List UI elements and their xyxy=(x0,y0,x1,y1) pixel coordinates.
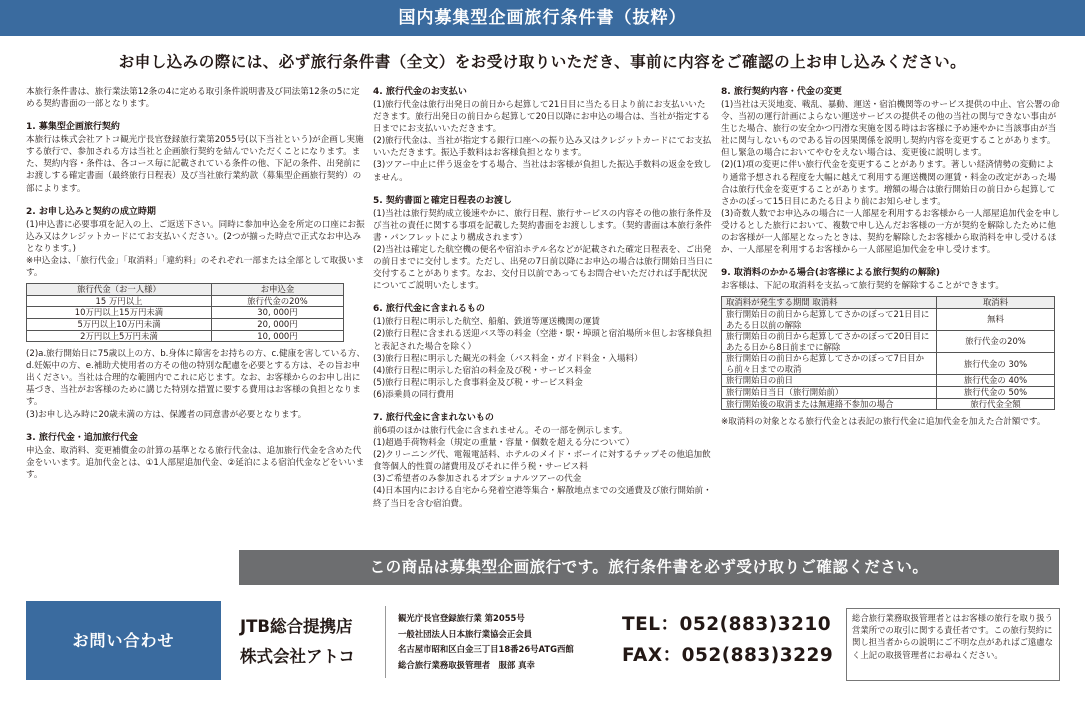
table-cell: 旅行代金の 30% xyxy=(937,353,1055,375)
section-excluded xyxy=(373,412,713,510)
section-title: 7. 旅行代金に含まれないもの xyxy=(373,412,494,423)
table-row xyxy=(27,307,344,319)
section-body: (1)当社は天災地変、戦乱、暴動、運送・宿泊機関等のサービス提供の中止、官公署の命令、当初の運行計画によらない運送サービスの提供その他の当社の関与できない事由が生じた場合、旅行の安全かつ円滑な実施を図る時はお客様に予め速やかに当該事由が当社に関与しないものである旨の因果関係を説明し契約内容を変更することがあります。但し緊急の場合においてやむをえない場合は、変更後に説明します。 (2)(1)項の変更に伴い旅行代金を変更することがあります。著しい経済情勢の変動により通常予想される程度を大幅に越えて利用する運送機関の運賃・料金の改定があった場合は旅行代金を変更することがあります。増額の場合は旅行開始日の前日から起算してさかのぼって15日目にあたる日より前にお知らせします。 (3)奇数人数でお申込みの場合に一人部屋を利用するお客様から一人部屋追加代金を申し受けるとした旅行において、複数で申し込んだお客様の一方が契約を解除したために他のお客様が一人部屋となったときは、契約を解除したお客様から取消料を申し受けるほか、一人部屋を利用するお客様から一人部屋追加代金を申し受けます。 xyxy=(721,100,1060,256)
table-header-cell: お申込金 xyxy=(211,284,343,296)
table-header-cell: 取消料が発生する期間 取消料 xyxy=(722,297,937,309)
tel-number[interactable]: TEL：052(883)3210 xyxy=(622,614,832,635)
registration-info xyxy=(398,611,574,673)
section-title: 3. 旅行代金・追加旅行代金 xyxy=(26,432,138,443)
page-subtitle: お申し込みの際には、必ず旅行条件書（全文）をお受け取りいただき、事前に内容をご確認の上お申し込みください。 xyxy=(118,53,967,71)
table-cell: 旅行開始日当日（旅行開始前） xyxy=(722,387,937,399)
table-cell: 旅行代金の 40% xyxy=(937,375,1055,387)
table-row xyxy=(722,353,1055,375)
table-header-cell: 旅行代金（お一人様） xyxy=(27,284,212,296)
table-cell: 10, 000円 xyxy=(211,330,343,342)
section-title: 1. 募集型企画旅行契約 xyxy=(26,122,120,133)
table-cell: 旅行開始後の取消または無連絡不参加の場合 xyxy=(722,398,937,410)
table-row xyxy=(722,387,1055,399)
section-documents xyxy=(373,195,713,293)
section-body: (1)旅行日程に明示した航空、船舶、鉄道等運送機関の運賃 (2)旅行日程に含まれる送迎バス等の料金（空港・駅・埠頭と宿泊場所＊但しお客様負担と表記された場合を除く） (3)旅行日程に明示した観光の料金（バス料金・ガイド料金・入場料） (4)旅行日程に明示した宿泊の料金及び税・サービス料金 (5)旅行日程に明示した食事料金及び税・サービス料金 (6)添乗員の同行費用 xyxy=(373,317,712,400)
table-cell: 旅行開始日の前日から起算してさかのぼって7日目から前々日までの取消 xyxy=(722,353,937,375)
column-middle xyxy=(373,86,713,510)
divider xyxy=(385,606,386,678)
intro-section xyxy=(26,86,366,110)
section-body: (1)当社は旅行契約成立後速やかに、旅行日程、旅行サービスの内容その他の旅行条件及び当社の責任に関する事項を記載した契約書面をお渡しします。（契約書面は本旅行条件書・パンフレットにより構成されます） (2)当社は確定した航空機の便名や宿泊ホテル名などが記載された確定日程表を、ご出発の前日までに交付します。ただし、出発の7日前以降にお申込の場合は旅行開始日当日に交付することがあります。なお、交付日以前であってもお問合せいただければ手配状況についてご説明いたします。 xyxy=(373,208,713,292)
section-body: 本旅行は株式会社アトコ観光庁長官登録旅行業第2055号(以下当社という)が企画し実施する旅行で、参加される方は当社と企画旅行契約を結んでいただくことになります。また、契約内容・条件は、各コース毎に記載されている条件の他、下記の条件、出発前にお渡しする確定書面（最終旅行日程表）及び当社旅行業約款（募集型企画旅行契約）の部によります。 xyxy=(26,135,364,194)
section-body: 申込金、取消料、変更補償金の計算の基準となる旅行代金は、追加旅行代金を含めた代金をいいます。追加代金とは、①1人部屋追加代金、②延泊による宿泊代金などをいいます。 xyxy=(26,445,365,480)
table-cell: 無料 xyxy=(937,308,1055,330)
address-line: 名古屋市昭和区白金三丁目18番26号ATG西館 xyxy=(398,644,574,655)
table-cell: 旅行代金の20% xyxy=(211,295,343,307)
registration-line: 一般社団法人日本旅行業協会正会員 xyxy=(398,628,532,639)
table-cell: 30, 000円 xyxy=(211,307,343,319)
table-row xyxy=(27,295,344,307)
table-row xyxy=(722,308,1055,330)
section-body: 前6項のほかは旅行代金に含まれません。その一部を例示します。 (1)超過手荷物料金（規定の重量・容量・個数を超える分について） (2)クリーニング代、電報電話料、ホテルのメイド・ボーイに対するチップその他追加飲食等個人的性質の諸費用及びそれに伴う税・サービス料 (3)ご希望者のみ参加されるオプショナルツアーの代金 (4)日本国内における自宅から発着空港等集合・解散地点までの交通費及び旅行開始前・終了当日を含む宿泊費。 xyxy=(373,425,712,509)
section-changes xyxy=(721,86,1061,256)
table-cell: 旅行代金の 50% xyxy=(937,387,1055,399)
section-application xyxy=(26,206,366,421)
section-title: 2. お申し込みと契約の成立時期 xyxy=(26,206,156,217)
table-cell: 15 万円以上 xyxy=(27,295,212,307)
section-title: 6. 旅行代金に含まれるもの xyxy=(373,304,485,315)
cancellation-note: ※取消料の対象となる旅行代金とは表記の旅行代金に追加代金を加えた合計額です。 xyxy=(721,417,1046,428)
manager-line: 総合旅行業務取扱管理者 服部 真幸 xyxy=(398,659,535,670)
table-header-row xyxy=(27,284,344,296)
section-price xyxy=(26,432,366,481)
column-left xyxy=(26,86,366,481)
table-cell: 旅行開始日の前日から起算してさかのぼって20日目にあたる日から8日前までに解除 xyxy=(722,331,937,353)
table-header-cell: 取消料 xyxy=(937,297,1055,309)
cancellation-fee-table xyxy=(721,296,1055,410)
section-body: (1)旅行代金は旅行出発日の前日から起算して21日目に当たる日より前にお支払いいただきます。旅行出発日の前日から起算して20日以降にお申込の場合は、当社が指定する日までにお支払いいただきます。 (2)旅行代金は、当社が指定する銀行口座への振り込み又はクレジットカードにてお支払いいただきます。振込手数料はお客様負担となります。 (3)ツアー中止に伴う返金をする場合、当社はお客様が負担した振込手数料の返金を致しません。 xyxy=(373,100,712,183)
section-body: (1)申込書に必要事項を記入の上、ご返送下さい。同時に参加申込金を所定の口座にお振込み又はクレジットカードにてお支払いください。(2つが揃った時点で正式なお申込みとなります。) ※申込金は、「旅行代金」「取消料」「違約料」のそれぞれ一部または全部として取扱います。 xyxy=(26,219,365,279)
intro-text: 本旅行条件書は、旅行業法第12条の4に定める取引条件説明書及び同法第12条の5に定める契約書面の一部となります。 xyxy=(26,87,360,110)
section-payment xyxy=(373,86,713,184)
table-cell: 旅行開始日の前日から起算してさかのぼって21日目にあたる日以前の解除 xyxy=(722,308,937,330)
section-contract xyxy=(26,121,366,194)
contact-label: お問い合わせ xyxy=(26,601,221,680)
table-cell: 旅行開始日の前日 xyxy=(722,375,937,387)
column-right xyxy=(721,86,1061,428)
table-cell: 旅行代金の20% xyxy=(937,331,1055,353)
phone-block xyxy=(622,609,833,671)
section-title: 4. 旅行代金のお支払い xyxy=(373,87,467,97)
manager-notice-box: 総合旅行業務取扱管理者とはお客様の旅行を取り扱う営業所での取引に関する責任者です。この旅行契約に関し担当者からの説明にご不明な点があればご遠慮なく上記の取扱管理者にお尋ねください。 xyxy=(846,608,1060,681)
table-header-row xyxy=(722,297,1055,309)
section-title: 5. 契約書面と確定日程表のお渡し xyxy=(373,195,512,206)
company-block xyxy=(240,612,355,672)
notice-band: この商品は募集型企画旅行です。旅行条件書を必ず受け取りご確認ください。 xyxy=(239,550,1059,585)
section-title: 9. 取消料のかかる場合(お客様による旅行契約の解除) xyxy=(721,268,941,279)
section-title: 8. 旅行契約内容・代金の変更 xyxy=(721,87,842,97)
table-row xyxy=(722,398,1055,410)
fax-number: FAX：052(883)3229 xyxy=(622,645,834,666)
deposit-table xyxy=(26,283,344,342)
table-row xyxy=(722,375,1055,387)
table-cell: 5万円以上10万円未満 xyxy=(27,318,212,330)
section-body-continued: (2)a.旅行開始日に75歳以上の方、b.身体に障害をお持ちの方、c.健康を害している方、d.妊娠中の方、e.補助犬使用者の方その他の特別な配慮を必要とする方は、その旨お申出ください。当社は合理的な範囲内でこれに応じます。なお、お客様からのお申し出に基づき、当社がお客様のために講じた特別な措置に要する費用はお客様の負担となります。 (3)お申し込み時に20歳未満の方は、保護者の同意書が必要となります。 xyxy=(26,349,365,420)
table-row xyxy=(27,330,344,342)
company-name: 株式会社アトコ xyxy=(240,647,355,666)
table-cell: 2万円以上5万円未満 xyxy=(27,330,212,342)
section-included xyxy=(373,303,713,401)
page-title: 国内募集型企画旅行条件書（抜粋） xyxy=(0,0,1085,36)
section-cancellation xyxy=(721,267,1061,428)
table-row xyxy=(27,318,344,330)
section-body: お客様は、下記の取消料を支払って旅行契約を解除することができます。 xyxy=(721,281,1004,292)
table-row xyxy=(722,331,1055,353)
company-line-1: JTB総合提携店 xyxy=(240,617,353,636)
table-cell: 10万円以上15万円未満 xyxy=(27,307,212,319)
table-cell: 旅行代金全額 xyxy=(937,398,1055,410)
table-cell: 20, 000円 xyxy=(211,318,343,330)
registration-line: 観光庁長官登録旅行業 第2055号 xyxy=(398,613,525,623)
